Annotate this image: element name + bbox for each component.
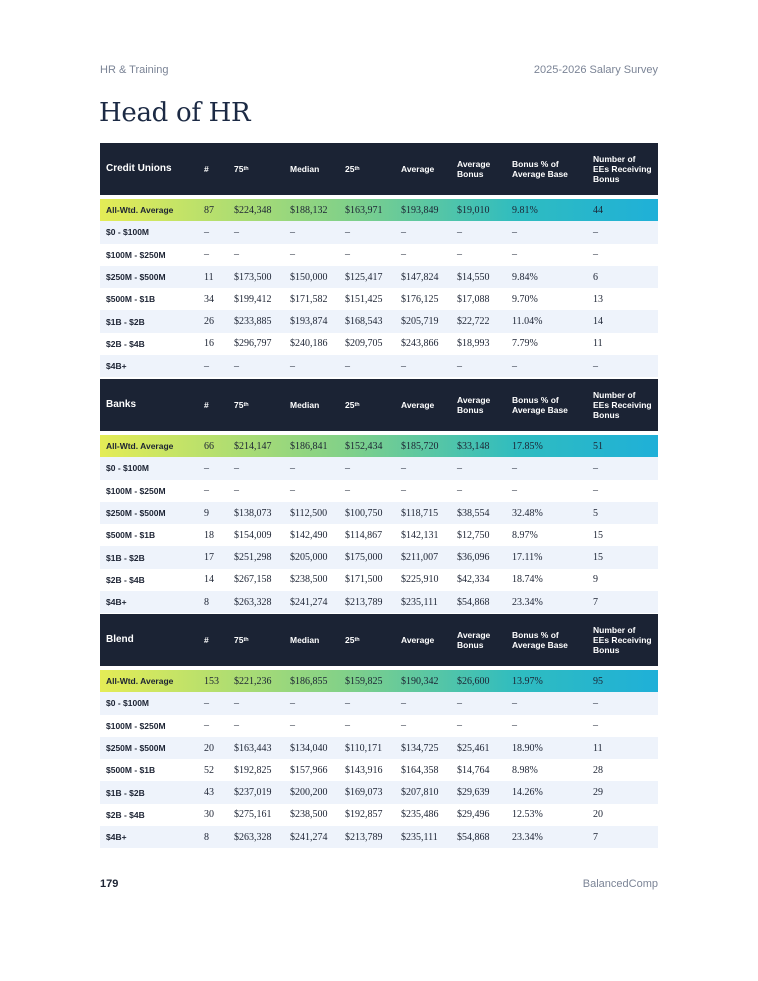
table-cell: $238,500 — [290, 574, 328, 586]
table-cell: $171,582 — [290, 293, 328, 305]
table-cell: – — [290, 485, 295, 497]
table-cell: – — [593, 720, 598, 732]
table-cell: $118,715 — [401, 507, 439, 519]
table-cell: $186,855 — [290, 675, 328, 687]
table-cell: $33,148 — [457, 440, 490, 452]
table-cell: 52 — [204, 764, 214, 776]
table-row — [100, 591, 658, 613]
table-cell: $211,007 — [401, 552, 439, 564]
row-label: $500M - $1B — [106, 765, 156, 776]
table-cell: $147,824 — [401, 271, 439, 283]
table-row — [100, 310, 658, 332]
column-header-75th: 75 th — [234, 164, 249, 174]
table-cell: $42,334 — [457, 574, 490, 586]
table-cell: 44 — [593, 204, 603, 216]
table-cell: 34 — [204, 293, 214, 305]
column-header-ees-receiving-bonus: Number of EEs Receiving Bonus — [593, 625, 652, 655]
row-label: $500M - $1B — [106, 294, 156, 305]
row-label: $1B - $2B — [106, 552, 145, 563]
table-cell: 17.11% — [512, 552, 543, 564]
table-cell: 15 — [593, 552, 603, 564]
table-cell: – — [512, 485, 517, 497]
table-cell: $54,868 — [457, 831, 490, 843]
table-row-weighted-average — [100, 670, 658, 692]
table-cell: $193,849 — [401, 204, 439, 216]
row-label: $100M - $250M — [106, 249, 166, 260]
table-row — [100, 804, 658, 826]
table-cell: $14,764 — [457, 764, 490, 776]
table-cell: $134,725 — [401, 742, 439, 754]
table-cell: – — [345, 485, 350, 497]
salary-table-banks — [100, 379, 658, 613]
table-cell: $207,810 — [401, 787, 439, 799]
column-header-25th: 25 th — [345, 164, 360, 174]
table-cell: 14 — [204, 574, 214, 586]
row-label: $4B+ — [106, 832, 127, 843]
table-cell: – — [593, 462, 598, 474]
table-cell: $241,274 — [290, 596, 328, 608]
table-row — [100, 524, 658, 546]
column-header-count: # — [204, 635, 209, 645]
column-header-median: Median — [290, 400, 320, 410]
table-cell: $12,750 — [457, 529, 490, 541]
table-cell: 18.90% — [512, 742, 543, 754]
table-cell: 9 — [204, 507, 209, 519]
table-cell: – — [457, 697, 462, 709]
table-cell: – — [204, 720, 209, 732]
column-header-ees-receiving-bonus: Number of EEs Receiving Bonus — [593, 390, 652, 420]
table-cell: – — [234, 697, 239, 709]
table-cell: 6 — [593, 271, 598, 283]
table-cell: $169,073 — [345, 787, 383, 799]
table-cell: – — [401, 720, 406, 732]
table-cell: 28 — [593, 764, 603, 776]
table-cell: 11 — [593, 338, 603, 350]
table-cell: – — [234, 720, 239, 732]
table-cell: – — [512, 226, 517, 238]
table-cell: 153 — [204, 675, 219, 687]
column-header-ees-receiving-bonus: Number of EEs Receiving Bonus — [593, 154, 652, 184]
table-cell: 11.04% — [512, 316, 543, 328]
table-cell: – — [401, 485, 406, 497]
row-label: $500M - $1B — [106, 530, 156, 541]
table-cell: $251,298 — [234, 552, 272, 564]
table-cell: – — [457, 249, 462, 261]
table-cell: – — [593, 249, 598, 261]
table-cell: 8 — [204, 596, 209, 608]
row-label: $2B - $4B — [106, 574, 145, 585]
table-cell: $151,425 — [345, 293, 383, 305]
table-cell: – — [457, 485, 462, 497]
table-row — [100, 826, 658, 848]
table-cell: – — [234, 360, 239, 372]
table-cell: $209,705 — [345, 338, 383, 350]
column-header-median: Median — [290, 164, 320, 174]
table-cell: 23.34% — [512, 596, 543, 608]
table-cell: $164,358 — [401, 764, 439, 776]
table-cell: 18.74% — [512, 574, 543, 586]
table-cell: – — [457, 226, 462, 238]
table-cell: 66 — [204, 440, 214, 452]
table-cell: $173,500 — [234, 271, 272, 283]
table-cell: – — [204, 485, 209, 497]
table-cell: – — [512, 360, 517, 372]
table-cell: – — [401, 226, 406, 238]
table-cell: – — [512, 720, 517, 732]
table-cell: $235,486 — [401, 809, 439, 821]
table-cell: – — [512, 249, 517, 261]
column-header-bonus-percent: Bonus % of Average Base — [512, 395, 568, 415]
row-label: $250M - $500M — [106, 508, 166, 519]
table-cell: 87 — [204, 204, 214, 216]
running-header-section: HR & Training — [100, 64, 169, 76]
table-cell: – — [401, 360, 406, 372]
table-cell: $263,328 — [234, 596, 272, 608]
table-row — [100, 737, 658, 759]
table-cell: $213,789 — [345, 596, 383, 608]
table-cell: $275,161 — [234, 809, 272, 821]
column-header-75th: 75 th — [234, 635, 249, 645]
table-cell: 16 — [204, 338, 214, 350]
table-row — [100, 715, 658, 737]
table-cell: – — [290, 249, 295, 261]
table-cell: $138,073 — [234, 507, 272, 519]
table-cell: $238,500 — [290, 809, 328, 821]
salary-table-blend — [100, 614, 658, 848]
table-cell: $163,971 — [345, 204, 383, 216]
column-header-count: # — [204, 400, 209, 410]
table-cell: – — [290, 720, 295, 732]
salary-table-credit-unions — [100, 143, 658, 377]
column-header-group: Blend — [106, 634, 134, 645]
table-row-weighted-average — [100, 199, 658, 221]
table-cell: 95 — [593, 675, 603, 687]
table-cell: $185,720 — [401, 440, 439, 452]
table-cell: – — [234, 249, 239, 261]
table-cell: $205,000 — [290, 552, 328, 564]
column-header-average: Average — [401, 400, 435, 410]
table-cell: 17.85% — [512, 440, 543, 452]
table-cell: 12.53% — [512, 809, 543, 821]
table-cell: $235,111 — [401, 831, 438, 843]
table-cell: $200,200 — [290, 787, 328, 799]
table-cell: – — [345, 226, 350, 238]
column-header-bonus-percent: Bonus % of Average Base — [512, 159, 568, 179]
table-cell: – — [345, 697, 350, 709]
row-label: All-Wtd. Average — [106, 205, 174, 216]
table-cell: 11 — [204, 271, 214, 283]
table-cell: $224,348 — [234, 204, 272, 216]
table-cell: – — [593, 360, 598, 372]
table-row — [100, 759, 658, 781]
table-row — [100, 266, 658, 288]
table-cell: $112,500 — [290, 507, 328, 519]
row-label: $2B - $4B — [106, 809, 145, 820]
table-cell: $267,158 — [234, 574, 272, 586]
column-header-25th: 25 th — [345, 635, 360, 645]
table-cell: $192,857 — [345, 809, 383, 821]
table-cell: $214,147 — [234, 440, 272, 452]
table-cell: $154,009 — [234, 529, 272, 541]
table-cell: 14.26% — [512, 787, 543, 799]
column-header-average: Average — [401, 164, 435, 174]
table-header — [100, 143, 658, 195]
running-header-publication: 2025-2026 Salary Survey — [533, 64, 658, 76]
table-cell: $150,000 — [290, 271, 328, 283]
table-cell: 8 — [204, 831, 209, 843]
table-cell: 23.34% — [512, 831, 543, 843]
table-cell: 13 — [593, 293, 603, 305]
table-cell: $110,171 — [345, 742, 383, 754]
column-header-count: # — [204, 164, 209, 174]
table-cell: 32.48% — [512, 507, 543, 519]
table-cell: $205,719 — [401, 316, 439, 328]
table-cell: $29,496 — [457, 809, 490, 821]
table-row — [100, 781, 658, 803]
table-cell: – — [401, 249, 406, 261]
table-header — [100, 614, 658, 666]
table-cell: $240,186 — [290, 338, 328, 350]
table-cell: $142,131 — [401, 529, 439, 541]
table-cell: $192,825 — [234, 764, 272, 776]
table-cell: – — [234, 485, 239, 497]
table-cell: $143,916 — [345, 764, 383, 776]
table-cell: – — [345, 720, 350, 732]
column-header-25th: 25 th — [345, 400, 360, 410]
row-label: All-Wtd. Average — [106, 676, 174, 687]
row-label: $4B+ — [106, 361, 127, 372]
table-header — [100, 379, 658, 431]
table-cell: $171,500 — [345, 574, 383, 586]
table-cell: – — [457, 360, 462, 372]
table-cell: $26,600 — [457, 675, 490, 687]
table-cell: – — [345, 462, 350, 474]
table-cell: 20 — [204, 742, 214, 754]
table-cell: $176,125 — [401, 293, 439, 305]
table-cell: $175,000 — [345, 552, 383, 564]
table-cell: $14,550 — [457, 271, 490, 283]
footer-brand: BalancedComp — [582, 878, 658, 890]
column-header-bonus-percent: Bonus % of Average Base — [512, 630, 568, 650]
table-cell: – — [204, 360, 209, 372]
table-cell: $237,019 — [234, 787, 272, 799]
table-cell: $29,639 — [457, 787, 490, 799]
table-cell: 8.98% — [512, 764, 538, 776]
table-cell: 9 — [593, 574, 598, 586]
column-header-average: Average — [401, 635, 435, 645]
table-cell: 9.70% — [512, 293, 538, 305]
table-cell: – — [290, 226, 295, 238]
table-cell: 7 — [593, 831, 598, 843]
table-cell: $188,132 — [290, 204, 328, 216]
table-cell: 29 — [593, 787, 603, 799]
table-row — [100, 221, 658, 243]
row-label: $1B - $2B — [106, 787, 145, 798]
table-cell: 51 — [593, 440, 603, 452]
table-cell: – — [512, 697, 517, 709]
table-cell: 13.97% — [512, 675, 543, 687]
table-cell: – — [512, 462, 517, 474]
table-cell: – — [234, 462, 239, 474]
row-label: $0 - $100M — [106, 227, 149, 238]
table-cell: 43 — [204, 787, 214, 799]
table-cell: – — [401, 462, 406, 474]
row-label: $1B - $2B — [106, 316, 145, 327]
table-cell: $168,543 — [345, 316, 383, 328]
table-cell: – — [345, 249, 350, 261]
table-cell: – — [290, 360, 295, 372]
table-cell: – — [593, 485, 598, 497]
page-number: 179 — [100, 878, 119, 890]
table-cell: $193,874 — [290, 316, 328, 328]
row-label: $100M - $250M — [106, 485, 166, 496]
table-row — [100, 457, 658, 479]
table-cell: 5 — [593, 507, 598, 519]
row-label: $100M - $250M — [106, 720, 166, 731]
table-row — [100, 333, 658, 355]
column-header-group: Credit Unions — [106, 163, 172, 174]
table-cell: $134,040 — [290, 742, 328, 754]
table-cell: – — [457, 720, 462, 732]
table-row — [100, 480, 658, 502]
table-cell: – — [457, 462, 462, 474]
row-label: All-Wtd. Average — [106, 441, 174, 452]
table-cell: – — [290, 697, 295, 709]
table-row — [100, 569, 658, 591]
page-title: Head of HR — [99, 98, 251, 128]
table-cell: $19,010 — [457, 204, 490, 216]
row-label: $2B - $4B — [106, 338, 145, 349]
table-cell: 26 — [204, 316, 214, 328]
table-cell: $199,412 — [234, 293, 272, 305]
table-cell: $213,789 — [345, 831, 383, 843]
column-header-average-bonus: Average Bonus — [457, 159, 491, 179]
row-label: $250M - $500M — [106, 743, 166, 754]
table-cell: 30 — [204, 809, 214, 821]
table-cell: $186,841 — [290, 440, 328, 452]
table-cell: – — [345, 360, 350, 372]
table-cell: $38,554 — [457, 507, 490, 519]
table-cell: 18 — [204, 529, 214, 541]
row-label: $4B+ — [106, 597, 127, 608]
table-row — [100, 288, 658, 310]
row-label: $250M - $500M — [106, 272, 166, 283]
table-cell: $190,342 — [401, 675, 439, 687]
table-cell: 8.97% — [512, 529, 538, 541]
table-cell: $243,866 — [401, 338, 439, 350]
table-cell: $157,966 — [290, 764, 328, 776]
column-header-75th: 75 th — [234, 400, 249, 410]
table-cell: $235,111 — [401, 596, 438, 608]
table-cell: $241,274 — [290, 831, 328, 843]
row-label: $0 - $100M — [106, 698, 149, 709]
column-header-median: Median — [290, 635, 320, 645]
table-cell: $233,885 — [234, 316, 272, 328]
table-row — [100, 355, 658, 377]
table-cell: – — [204, 462, 209, 474]
table-cell: $163,443 — [234, 742, 272, 754]
table-cell: $25,461 — [457, 742, 490, 754]
table-cell: $296,797 — [234, 338, 272, 350]
table-body — [100, 670, 658, 848]
table-cell: $18,993 — [457, 338, 490, 350]
table-cell: 7 — [593, 596, 598, 608]
table-cell: – — [204, 697, 209, 709]
table-cell: 11 — [593, 742, 603, 754]
table-cell: $17,088 — [457, 293, 490, 305]
table-cell: 17 — [204, 552, 214, 564]
table-cell: – — [290, 462, 295, 474]
table-cell: $100,750 — [345, 507, 383, 519]
table-cell: $114,867 — [345, 529, 383, 541]
table-cell: 9.84% — [512, 271, 538, 283]
table-cell: 14 — [593, 316, 603, 328]
table-cell: $221,236 — [234, 675, 272, 687]
table-row — [100, 692, 658, 714]
table-cell: 20 — [593, 809, 603, 821]
table-row — [100, 502, 658, 524]
table-cell: $22,722 — [457, 316, 490, 328]
table-body — [100, 435, 658, 613]
table-cell: – — [234, 226, 239, 238]
table-body — [100, 199, 658, 377]
table-row — [100, 244, 658, 266]
column-header-average-bonus: Average Bonus — [457, 395, 491, 415]
table-row-weighted-average — [100, 435, 658, 457]
table-cell: $142,490 — [290, 529, 328, 541]
table-cell: – — [204, 249, 209, 261]
table-cell: 9.81% — [512, 204, 538, 216]
table-cell: $36,096 — [457, 552, 490, 564]
column-header-group: Banks — [106, 399, 137, 410]
table-cell: $225,910 — [401, 574, 439, 586]
table-cell: $263,328 — [234, 831, 272, 843]
table-cell: – — [593, 226, 598, 238]
row-label: $0 - $100M — [106, 463, 149, 474]
table-cell: – — [204, 226, 209, 238]
table-cell: – — [593, 697, 598, 709]
table-cell: $54,868 — [457, 596, 490, 608]
table-cell: 7.79% — [512, 338, 538, 350]
table-cell: $159,825 — [345, 675, 383, 687]
table-row — [100, 546, 658, 568]
table-cell: $125,417 — [345, 271, 383, 283]
column-header-average-bonus: Average Bonus — [457, 630, 491, 650]
table-cell: $152,434 — [345, 440, 383, 452]
table-cell: – — [401, 697, 406, 709]
table-cell: 15 — [593, 529, 603, 541]
